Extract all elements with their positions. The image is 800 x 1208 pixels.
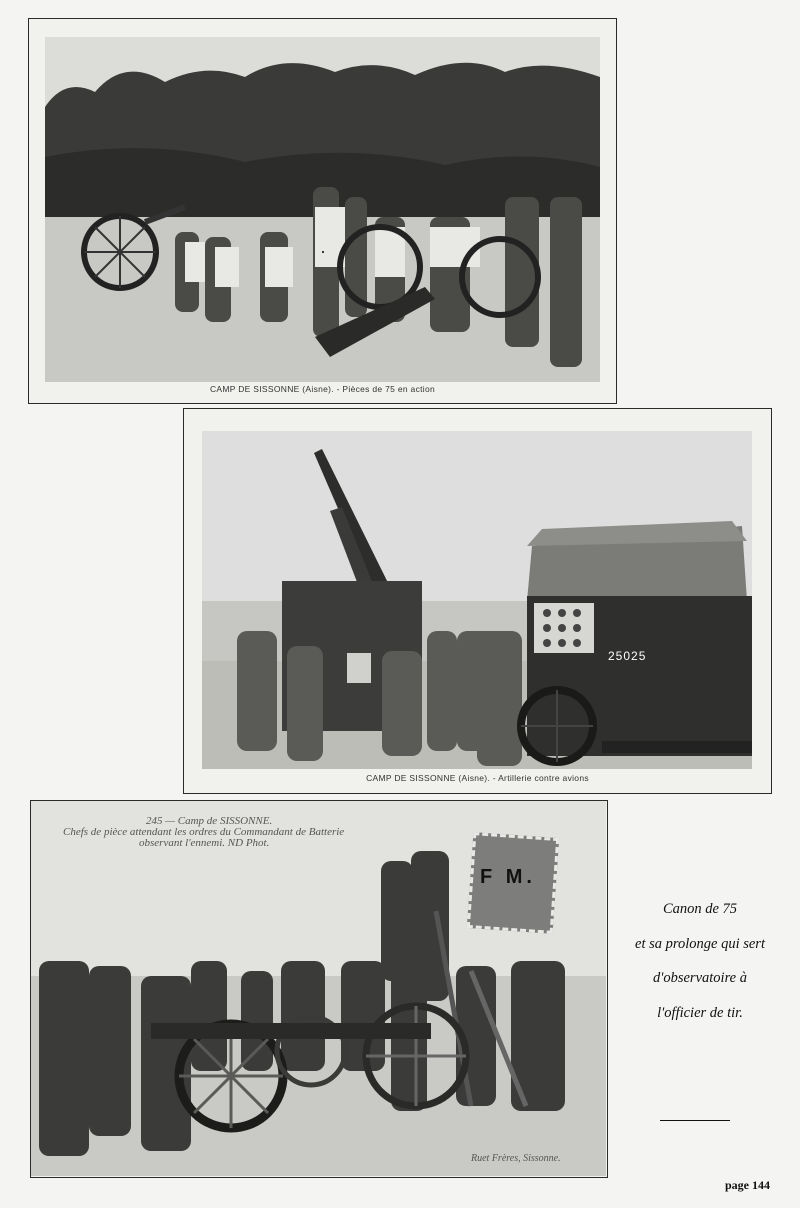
postcard-1 — [28, 18, 617, 404]
printed-line-1: 245 — Camp de SISSONNE. — [146, 815, 273, 827]
printed-line-3: observant l'ennemi. ND Phot. — [139, 837, 270, 849]
side-caption-line-3: d'observatoire à — [653, 970, 747, 986]
side-caption-divider — [660, 1120, 730, 1121]
publisher-credit: Ruet Frères, Sissonne. — [471, 1153, 561, 1164]
side-caption-line-1: Canon de 75 — [662, 901, 738, 917]
printed-line-2: Chefs de pièce attendant les ordres du Commandant de Batterie — [63, 826, 345, 838]
postcard-1-photo — [45, 37, 600, 382]
stamp-overprint: F M. — [480, 866, 536, 888]
side-caption-line-4: l'officier de tir. — [657, 1005, 743, 1021]
postcard-2-photo — [202, 431, 752, 769]
postcard-1-caption: CAMP DE SISSONNE (Aisne). - Pièces de 75 en action — [209, 384, 436, 394]
side-caption-line-2: et sa prolonge qui sert — [635, 936, 765, 952]
postcard-2 — [183, 408, 772, 794]
page-number: page 144 — [725, 1178, 770, 1192]
truck-number: 25025 — [608, 649, 647, 663]
postcard-2-caption: CAMP DE SISSONNE (Aisne). - Artillerie contre avions — [366, 773, 589, 783]
